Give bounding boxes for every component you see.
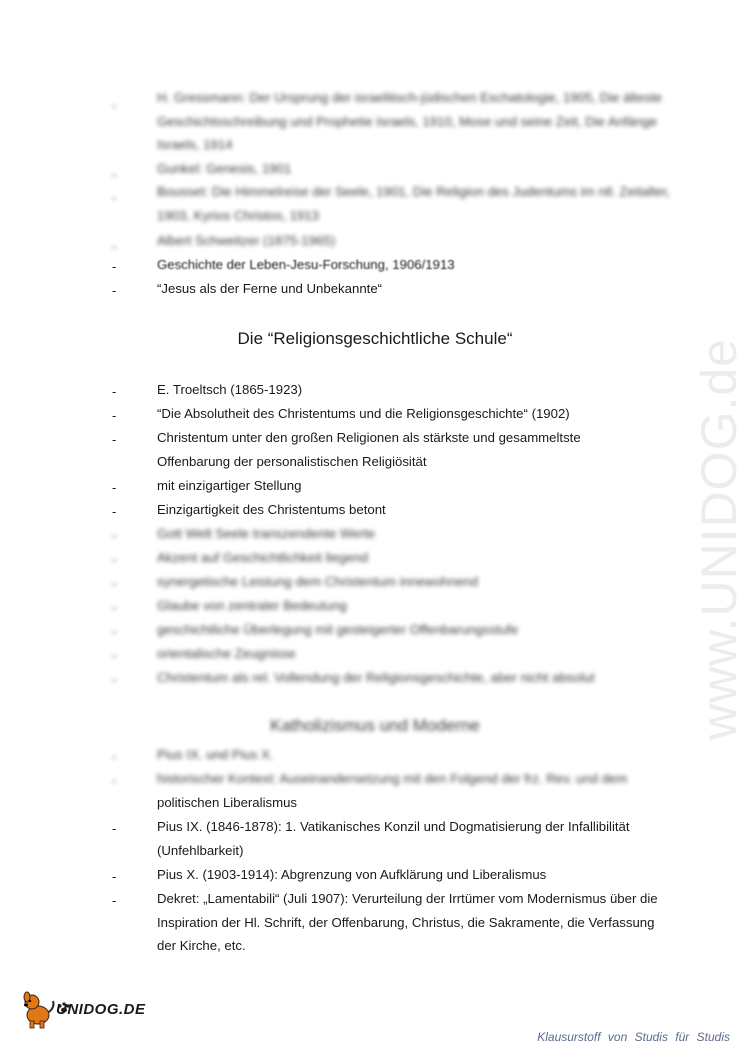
list-item: - Albert Schweitzer (1875-1965) — [0, 229, 750, 253]
watermark: www.UNIDOG.de — [691, 338, 747, 740]
list-item-text: “Die Absolutheit des Christentums und die Religionsgeschichte“ (1902) — [157, 406, 570, 421]
list-item-text: Gott Welt Seele transzendente Werte — [157, 526, 375, 541]
list-item-text: “Jesus als der Ferne und Unbekannte“ — [157, 281, 383, 296]
list-item: - Geschichte der Leben-Jesu-Forschung, 1906/1913 — [0, 253, 750, 277]
list-item-text: orientalische Zeugnisse — [157, 646, 296, 661]
list-item-text: Pius IX. (1846-1878): 1. Vatikanisches Konzil und Dogmatisierung der Infallibilität (Unfehlbarkeit) — [157, 819, 630, 858]
list-item-text: synergetische Leistung dem Christentum innewohnend — [157, 574, 479, 589]
document-page: www.UNIDOG.de - H. Gressmann: Der Ursprung der israelitisch-jüdischen Eschatologie, 1905, Die älteste Geschichtsschreibung und Prophetie Israels, 1910, Mose und seine Zeit, Die Anfänge Israels, 1914 - Gunkel: Genesis, 1901 - Bousset: Die Himmelreise der Seele, 1901, Die Religion des Judentums im ntl. Zeitalter, 1903, Kyrios Christos, 1913 - Albert Schweitzer (1875-1965) - Geschichte der Leben-Jesu-Forschung, 1906/1913 - “Jesus als der Ferne und Unbekannte“ Die “Religionsgeschichtliche Schule“ - E. Troeltsch (1865-1923) - “Die Absolutheit des Christentums und die Religionsgeschichte“ (1902) - Christentum unter den großen Religionen als stärkste und gesammeltste Offenbarung der personalistischen Religiösität - mit einzigartiger Stellung - Einzigartigkeit des Christentums betont - Gott Welt Seele transzendente Werte - Akzent auf Geschichtlichkeit liegend - synergetische Leistung dem Christentum innewohnend - Glaube von zentraler Bedeutung - geschichtliche Überlegung mit gesteigerter Offenbarungsstufe - orientalische Zeugnisse - Christentum als rel. Vollendung der Religionsgeschichte, aber nicht absolut Katholizismus und Moderne - Pius IX. und Pius X. - historischer Kontext: Auseinandersetzung mit den Folgend der frz. Rev. und dem politischen Liberalismus - Pius IX. (1846-1878): 1. Vatikanisches Konzil und Dogmatisierung der Infallibilität (Unfehlbarkeit) - Pius X. (1903-1914): Abgrenzung von Aufklärung und Liberalismus - Dekret: „Lamentabili“ (Juli 1907): Verurteilung der Irrtümer vom Modernismus über die Inspiration der Hl. Schrift, der Offenbarung, Christus, die Sakramente, die Verfassung der Kirche, etc. UNIDOG.DE Klausurstoff von Studis für Studis — [0, 0, 750, 1060]
list-item-text: H. Gressmann: Der Ursprung der israelitisch-jüdischen Eschatologie, 1905, Die älteste Geschichtsschreibung und Prophetie Israels, 1910, Mose und seine Zeit, Die Anfänge Israels, 1914 — [157, 90, 663, 152]
list-item-text: Glaube von zentraler Bedeutung — [157, 598, 347, 613]
list-item-text: Gunkel: Genesis, 1901 — [157, 161, 292, 176]
list-item-text: Dekret: „Lamentabili“ (Juli 1907): Verurteilung der Irrtümer vom Modernismus über die Inspiration der Hl. Schrift, der Offenbarung, Christus, die Sakramente, die Verfassung der Kirche, etc. — [157, 891, 658, 953]
list-item-text: mit einzigartiger Stellung — [157, 478, 302, 493]
list-item-text: historischer Kontext: Auseinandersetzung mit den Folgend der frz. Rev. und dem — [157, 771, 628, 786]
list-item-text: Christentum als rel. Vollendung der Religionsgeschichte, aber nicht absolut — [157, 670, 595, 685]
list-item-text: Albert Schweitzer (1875-1965) — [157, 233, 336, 248]
footer-tagline: Klausurstoff von Studis für Studis — [537, 1030, 730, 1044]
section-heading: Die “Religionsgeschichtliche Schule“ — [237, 329, 513, 348]
list-item-text: E. Troeltsch (1865-1923) — [157, 382, 303, 397]
list-item-text: Einzigartigkeit des Christentums betont — [157, 502, 386, 517]
list-item-text: Akzent auf Geschichtlichkeit liegend — [157, 550, 369, 565]
list-item: - Bousset: Die Himmelreise der Seele, 1901, Die Religion des Judentums im ntl. Zeitalter, 1903, Kyrios Christos, 1913 — [0, 180, 750, 228]
list-item-text: Pius IX. und Pius X. — [157, 747, 274, 762]
list-item: - “Jesus als der Ferne und Unbekannte“ — [0, 277, 750, 301]
list-item-text: Geschichte der Leben-Jesu-Forschung, 1906/1913 — [157, 257, 455, 272]
logo-text: UNIDOG.DE — [56, 1001, 146, 1018]
list-item-text: Bousset: Die Himmelreise der Seele, 1901, Die Religion des Judentums im ntl. Zeitalter, 1903, Kyrios Christos, 1913 — [157, 184, 671, 223]
list-item: - Gunkel: Genesis, 1901 — [0, 157, 750, 181]
list-item-continuation: politischen Liberalismus — [157, 795, 298, 810]
list-item-text: Pius X. (1903-1914): Abgrenzung von Aufklärung und Liberalismus — [157, 867, 547, 882]
list-item-text: Christentum unter den großen Religionen als stärkste und gesammeltste Offenbarung der personalistischen Religiösität — [157, 430, 581, 469]
list-item-text: geschichtliche Überlegung mit gesteigerter Offenbarungsstufe — [157, 622, 519, 637]
section-heading: Katholizismus und Moderne — [270, 716, 480, 735]
list-item: - H. Gressmann: Der Ursprung der israelitisch-jüdischen Eschatologie, 1905, Die älteste Geschichtsschreibung und Prophetie Israels, 1910, Mose und seine Zeit, Die Anfänge Israels, 1914 — [0, 86, 750, 158]
